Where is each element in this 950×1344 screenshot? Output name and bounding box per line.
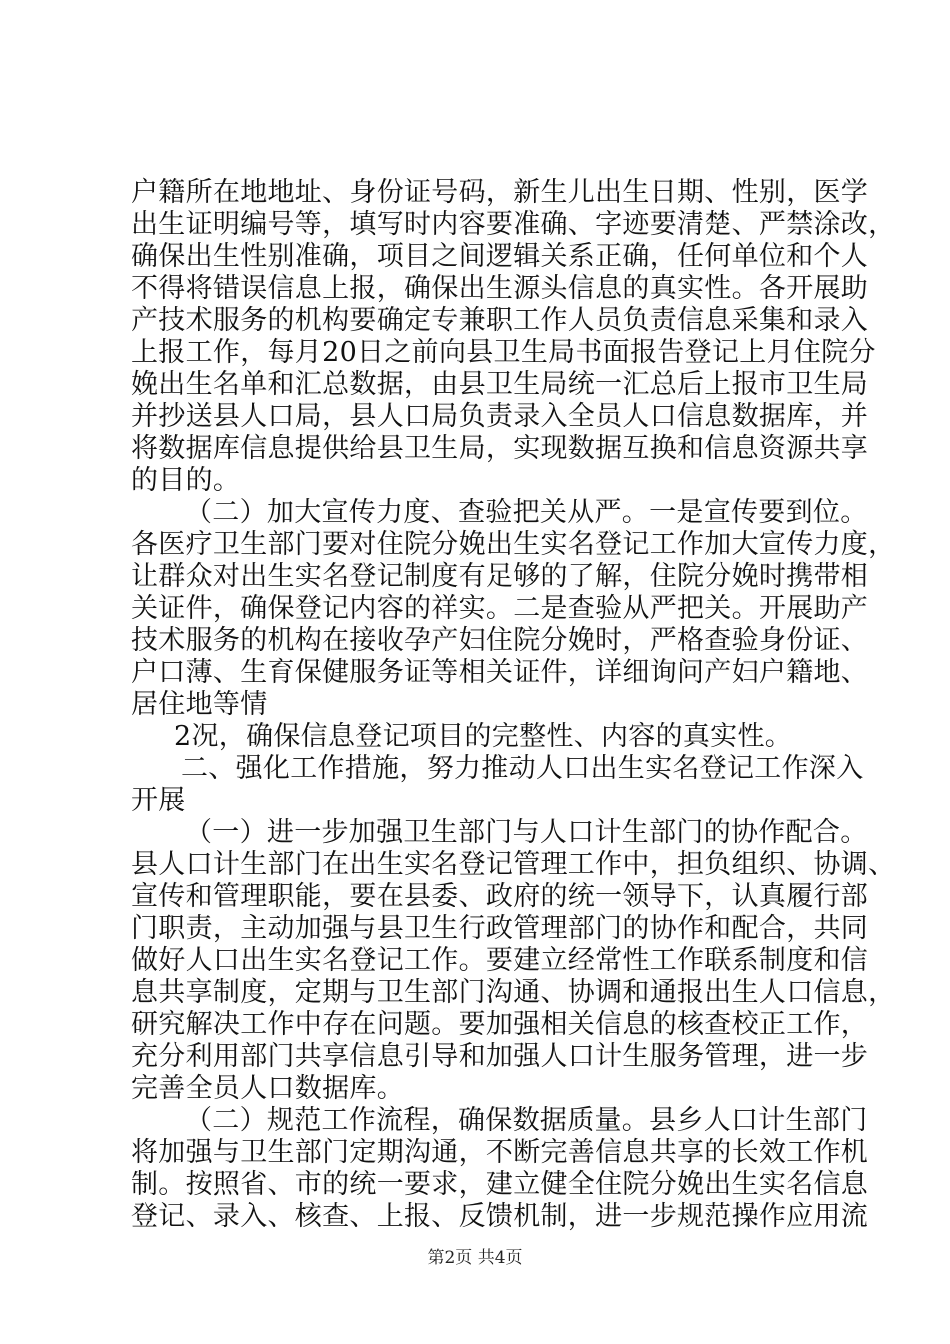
text-line: 出生证明编号等，填写时内容要准确、字迹要清楚、严禁涂改，: [131, 209, 896, 240]
text-line: 做好人口出生实名登记工作。要建立经常性工作联系制度和信: [131, 945, 869, 976]
text-line: 不得将错误信息上报，确保出生源头信息的真实性。各开展助: [131, 273, 869, 304]
text-line: 制。按照省、市的统一要求，建立健全住院分娩出生实名信息: [131, 1169, 869, 1200]
text-line: 居住地等情: [131, 689, 268, 720]
text-line: 让群众对出生实名登记制度有足够的了解，住院分娩时携带相: [131, 561, 869, 592]
text-line: 技术服务的机构在接收孕产妇住院分娩时，严格查验身份证、: [131, 625, 869, 656]
text-line: 息共享制度，定期与卫生部门沟通、协调和通报出生人口信息，: [131, 977, 896, 1008]
text-line: 上报工作，每月20日之前向县卫生局书面报告登记上月住院分: [131, 337, 876, 368]
section-heading: 二、强化工作措施，努力推动人口出生实名登记工作深入: [181, 753, 864, 784]
paragraph-heading: （二）加大宣传力度、查验把关从严。一是宣传要到位。: [185, 497, 868, 528]
text-line: 完善全员人口数据库。: [131, 1073, 404, 1104]
page-number-footer: 第2页 共4页: [427, 1248, 523, 1268]
paragraph-heading: （二）规范工作流程，确保数据质量。县乡人口计生部门: [185, 1105, 868, 1136]
text-line: 宣传和管理职能，要在县委、政府的统一领导下，认真履行部: [131, 881, 869, 912]
text-line: 户籍所在地地址、身份证号码，新生儿出生日期、性别，医学: [131, 177, 869, 208]
text-line: 门职责，主动加强与县卫生行政管理部门的协作和配合，共同: [131, 913, 869, 944]
text-line: 关证件，确保登记内容的祥实。二是查验从严把关。开展助产: [131, 593, 869, 624]
section-heading-continuation: 开展: [131, 785, 186, 816]
text-line: 户口薄、生育保健服务证等相关证件，详细询问产妇户籍地、: [131, 657, 869, 688]
text-line: 产技术服务的机构要确定专兼职工作人员负责信息采集和录入: [131, 305, 869, 336]
text-line: 确保出生性别准确，项目之间逻辑关系正确，任何单位和个人: [131, 241, 869, 272]
text-line: 娩出生名单和汇总数据，由县卫生局统一汇总后上报市卫生局: [131, 369, 869, 400]
text-line: 的目的。: [131, 465, 241, 496]
text-line: 将数据库信息提供给县卫生局，实现数据互换和信息资源共享: [131, 433, 869, 464]
text-line: 2况，确保信息登记项目的完整性、内容的真实性。: [174, 721, 793, 752]
text-line: 县人口计生部门在出生实名登记管理工作中，担负组织、协调、: [131, 849, 896, 880]
text-line: 充分利用部门共享信息引导和加强人口计生服务管理，进一步: [131, 1041, 869, 1072]
text-line: 研究解决工作中存在问题。要加强相关信息的核查校正工作，: [131, 1009, 869, 1040]
text-line: 登记、录入、核查、上报、反馈机制，进一步规范操作应用流: [131, 1201, 869, 1232]
text-line: 将加强与卫生部门定期沟通，不断完善信息共享的长效工作机: [131, 1137, 869, 1168]
text-line: 各医疗卫生部门要对住院分娩出生实名登记工作加大宣传力度，: [131, 529, 896, 560]
text-line: 并抄送县人口局，县人口局负责录入全员人口信息数据库，并: [131, 401, 869, 432]
paragraph-heading: （一）进一步加强卫生部门与人口计生部门的协作配合。: [185, 817, 868, 848]
